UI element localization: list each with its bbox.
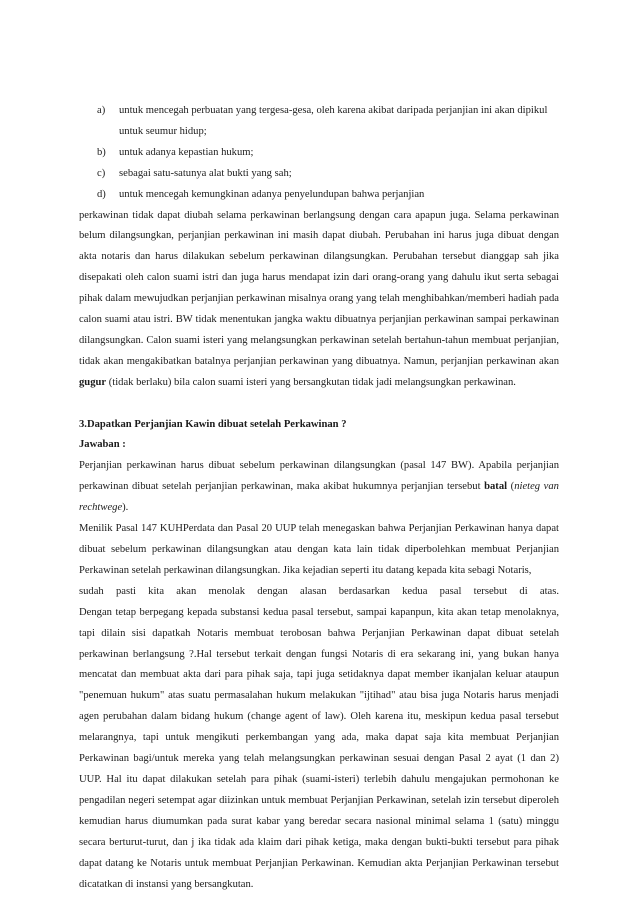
paragraph-pasal-147: Perjanjian perkawinan harus dibuat sebelum perkawinan dilangsungkan (pasal 147 BW). Apabila perjanjian perkawinan dibuat setelah perjanjian perkawinan, maka akibat hukumnya perjanjian tersebut batal (nieteg van rechtwege).	[79, 460, 559, 514]
section-heading: 3.Dapatkan Perjanjian Kawin dibuat setelah Perkawinan ?	[79, 418, 347, 430]
list-item-text: untuk mencegah kemungkinan adanya penyelundupan bahwa perjanjian	[119, 188, 425, 200]
list-marker: d)	[97, 188, 106, 200]
paragraph-menilik-pasal-b: sudah pasti kita akan menolak dengan alasan berdasarkan kedua pasal tersebut di atas.	[79, 585, 559, 597]
italic-term: nieteg van rechtwege	[79, 481, 559, 514]
answer-label: Jawaban :	[79, 439, 126, 451]
list-item-c	[79, 164, 559, 185]
list-marker: a)	[97, 105, 106, 116]
blank-line	[79, 394, 559, 415]
paragraph-perjanjian-perubahan: perkawinan tidak dapat diubah selama perkawinan berlangsung dengan cara apapun juga. Selama perkawinan belum dilangsungkan, perjanjian perkawinan ini masih dapat diubah. Perubahan ini harus juga dibuat dengan akta notaris dan harus dilakukan sebelum perkawinan dilangsungkan. Perubahan tersebut dianggap sah jika disepakati oleh calon suami istri dan juga harus mendapat izin dari orang-orang yang dahulu ikut serta sebagai pihak dalam mewujudkan perjanjian perkawinan misalnya orang yang telah menghibahkan/memberi hadiah pada calon suami atau istri. BW tidak menentukan jangka waktu dibuatnya perjanjian perkawinan sampai perkawinan dilangsungkan. Calon suami isteri yang melangsungkan perkawinan setelah bertahun-tahun membuat perjanjian, tidak akan mengakibatkan batalnya perjanjian perkawinan yang dibuatnya. Namun, perjanjian perkawinan akan gugur (tidak berlaku) bila calon suami isteri yang bersangkutan tidak jadi melangsungkan perkawinan.	[79, 209, 559, 388]
list-marker: c)	[97, 167, 106, 179]
list-marker: b)	[97, 146, 106, 158]
list-item-a	[79, 101, 559, 143]
list-item-text: untuk mencegah perbuatan yang tergesa-gesa, oleh karena akibat daripada perjanjian ini akan dipikul untuk seumur hidup;	[119, 105, 548, 137]
list-item-text: sebagai satu-satunya alat bukti yang sah;	[119, 167, 292, 179]
list-item-text: untuk adanya kepastian hukum;	[119, 146, 254, 158]
paragraph-menilik-pasal-a: Menilik Pasal 147 KUHPerdata dan Pasal 20 UUP telah menegaskan bahwa Perjanjian Perkawinan hanya dapat dibuat sebelum perkawinan dilangsungkan atau dengan kata lain tidak diperbolehkan membuat Perjanjian Perkawinan setelah perkawinan dilangsungkan. Jika kejadian seperti itu datang kepada kita sebagi Notaris,	[79, 523, 559, 576]
list-item-b	[79, 143, 559, 164]
bold-term-gugur: gugur	[79, 376, 107, 388]
list-item-d	[79, 185, 559, 206]
paragraph-menilik-pasal-c: Dengan tetap berpegang kepada substansi kedua pasal tersebut, sampai kapanpun, kita akan tetap menolaknya, tapi dilain sisi dapatkah Notaris membuat terobosan bahwa Perjanjian Perkawinan dapat dibuat setelah perkawinan berlangsung ?.Hal tersebut terkait dengan fungsi Notaris di era sekarang ini, yang bukan hanya mencatat dan membuat akta dari para pihak saja, tapi juga setidaknya dapat member ikanjalan keluar ataupun "penemuan hukum" atas suatu permasalahan hukum melakukan "ijtihad" atau bisa juga Notaris harus menjadi agen perubahan dalam bidang hukum (change agent of law). Oleh karena itu, meskipun kedua pasal tersebut melarangnya, tapi untuk mengikuti perkembangan yang ada, maka dapat saja kita membuat Perjanjian Perkawinan bagi/untuk mereka yang telah melangsungkan perkawinan sesuai dengan Pasal 2 ayat (1 dan 2) UUP. Hal itu dapat dilakukan setelah para pihak (suami-isteri) terlebih dahulu mengajukan permohonan ke pengadilan negeri setempat agar diizinkan untuk membuat Perjanjian Perkawinan, setelah izin tersebut diperoleh kemudian harus diumumkan pada surat kabar yang beredar secara nasional minimal selama 1 (satu) minggu secara berturut-turut, dan j ika tidak ada klaim dari pihak ketiga, maka dengan bukti-bukti tersebut para pihak dapat datang ke Notaris untuk membuat Perjanjian Perkawinan. Kemudian akta Perjanjian Perkawinan tersebut dicatatkan di instansi yang bersangkutan.	[79, 606, 559, 890]
bold-term-batal: batal	[484, 481, 508, 493]
